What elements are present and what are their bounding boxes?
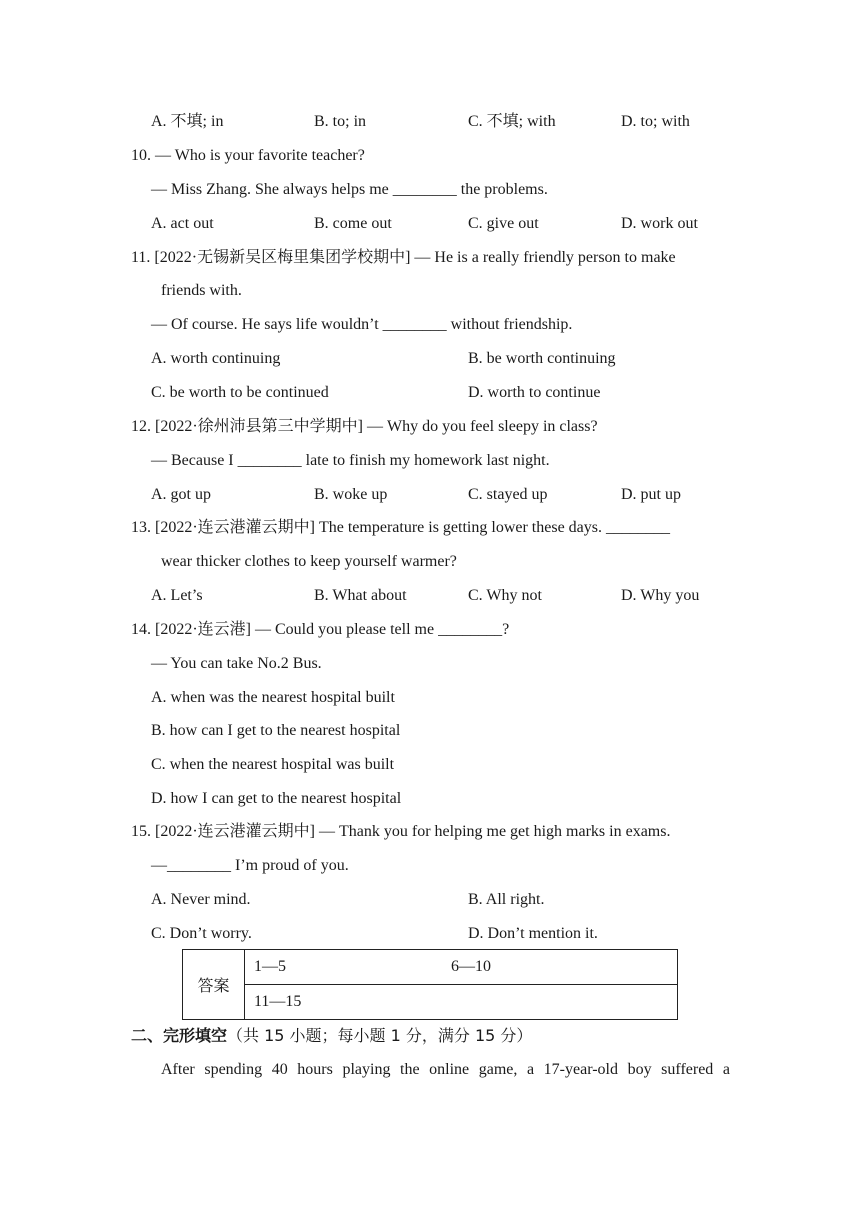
q15-option-b: B. All right. <box>468 891 545 908</box>
q13-stem-continued: wear thicker clothes to keep yourself warmer? <box>161 553 457 570</box>
q13-option-b: B. What about <box>314 587 407 604</box>
q13-stem: 13. [2022·连云港灌云期中] The temperature is getting lower these days. ________ <box>131 519 671 536</box>
answer-range-6-10: 6—10 <box>451 958 491 975</box>
answer-row-1-5-6-10 <box>245 950 678 985</box>
q11-option-b: B. be worth continuing <box>468 350 616 367</box>
q15-option-d: D. Don’t mention it. <box>468 925 598 942</box>
section-detail: （共 15 小题；每小题 1 分，满分 15 分） <box>227 1026 533 1045</box>
q10-stem: 10. — Who is your favorite teacher? <box>131 147 365 164</box>
answer-row-11-15 <box>245 985 678 1020</box>
q14-option-d: D. how I can get to the nearest hospital <box>151 790 402 807</box>
q15-reply: —________ I’m proud of you. <box>151 857 349 874</box>
q14-reply: — You can take No.2 Bus. <box>151 655 322 672</box>
q9-option-b: B. to; in <box>314 113 367 130</box>
q14-option-c: C. when the nearest hospital was built <box>151 756 395 773</box>
passage-paragraph: After spending 40 hours playing the online game, a 17-year-old boy suffered a <box>161 1061 730 1078</box>
q11-option-c: C. be worth to be continued <box>151 384 329 401</box>
q13-option-d: D. Why you <box>621 587 700 604</box>
q11-option-a: A. worth continuing <box>151 350 281 367</box>
q12-reply: — Because I ________ late to finish my homework last night. <box>151 452 550 469</box>
answer-table-label: 答案 <box>183 950 245 1020</box>
q15-option-c: C. Don’t worry. <box>151 925 252 942</box>
q12-option-a: A. got up <box>151 486 211 503</box>
q11-stem: 11. [2022·无锡新吴区梅里集团学校期中] — He is a really friendly person to make <box>131 249 676 266</box>
q15-stem: 15. [2022·连云港灌云期中] — Thank you for helping me get high marks in exams. <box>131 823 671 840</box>
q10-option-d: D. work out <box>621 215 698 232</box>
q12-stem: 12. [2022·徐州沛县第三中学期中] — Why do you feel sleepy in class? <box>131 418 598 435</box>
q10-reply: — Miss Zhang. She always helps me ________ the problems. <box>151 181 548 198</box>
q15-option-a: A. Never mind. <box>151 891 251 908</box>
q14-stem: 14. [2022·连云港] — Could you please tell me ________? <box>131 621 510 638</box>
q12-option-c: C. stayed up <box>468 486 548 503</box>
section-title: 二、完形填空 <box>131 1026 228 1045</box>
q9-option-c: C. 不填; with <box>468 113 556 130</box>
q9-option-a: A. 不填; in <box>151 113 224 130</box>
section-heading-cloze <box>131 1026 532 1046</box>
q9-option-d: D. to; with <box>621 113 690 130</box>
q13-option-a: A. Let’s <box>151 587 203 604</box>
q10-option-c: C. give out <box>468 215 539 232</box>
answer-table <box>182 949 678 1020</box>
q12-option-b: B. woke up <box>314 486 388 503</box>
q11-reply: — Of course. He says life wouldn’t ________ without friendship. <box>151 316 573 333</box>
q10-option-b: B. come out <box>314 215 392 232</box>
q14-option-b: B. how can I get to the nearest hospital <box>151 722 401 739</box>
q13-option-c: C. Why not <box>468 587 542 604</box>
q14-option-a: A. when was the nearest hospital built <box>151 689 395 706</box>
answer-range-1-5: 1—5 <box>254 958 286 975</box>
q11-option-d: D. worth to continue <box>468 384 601 401</box>
q11-stem-continued: friends with. <box>161 282 242 299</box>
answer-range-11-15: 11—15 <box>254 993 302 1010</box>
q12-option-d: D. put up <box>621 486 681 503</box>
q10-option-a: A. act out <box>151 215 214 232</box>
